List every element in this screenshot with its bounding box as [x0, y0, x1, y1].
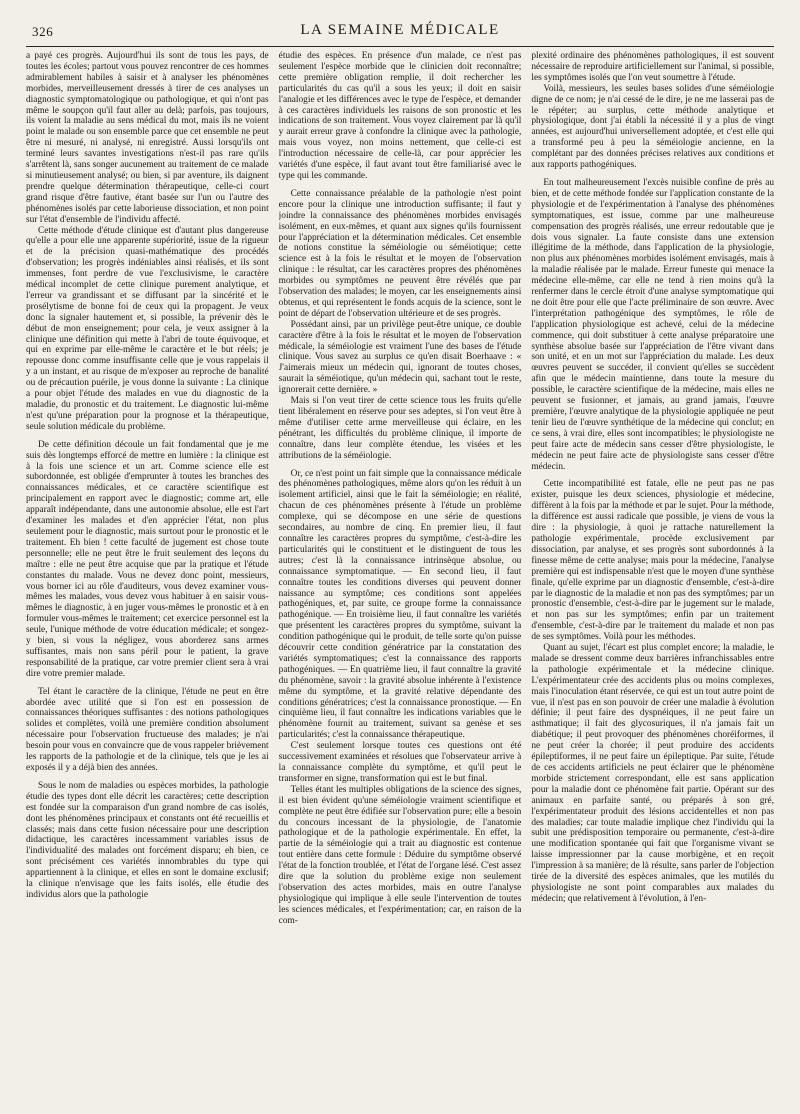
paragraph: C'est seulement lorsque toutes ces questions ont été successivement examinées et résolues que l'observateur arrive à la connaissance complète du symptôme, et qu'il peut le transformer en signe, transformation qui est le but final. [278, 741, 522, 784]
paragraph: En tout malheureusement l'excès nuisible confine de près au bien, et de cette méthode fondée sur l'application constante de la physiologie et de l'expérimentation à l'analyse des phénomènes symptomatiques, est issue, comme par une malheureuse compensation des progrès réalisés, une erreur redoutable que je dois vous signaler. La faute consiste dans une extension illégitime de la méthode, dans l'application de la physiologie, non plus aux phénomènes morbides isolément envisagés, mais à la maladie réalisée par le malade. Erreur funeste qui menace la médecine elle-même, car elle ne tend à rien moins qu'à la renfermer dans le cercle étroit d'une analyse symptomatique qui ne doit être pour elle que l'acte préliminaire de son œuvre. Avec l'interprétation pathogénique des symptômes, le rôle de l'application physiologique est achevé, celui de la médecine commence, qui doit substituer à cette analyse préparatoire une synthèse absolue basée sur l'appréciation de l'être vivant dans son unité, et en un mot sur l'appréciation du malade. Les deux œuvres peuvent se succéder, il convient qu'elles se succèdent afin que le médecin maintienne, dans toute la mesure du possible, le caractère scientifique de la médecine, mais elles ne peuvent se fusionner, et jamais, au grand jamais, l'œuvre première, l'œuvre analytique de la physiologie appliquée ne peut tenir lieu de l'œuvre synthétique de la médecine qui conclut; en ce sens, à vrai dire, elles sont incompatibles; le physiologiste ne peut faire acte de médecin sans cesser d'être physiologiste, le médecin ne peut faire acte de physiologiste sans cesser d'être médecin. [531, 177, 774, 472]
paragraph: Possédant ainsi, par un privilège peut-être unique, ce double caractère d'être à la fois le résultat et le moyen de l'observation médicale, la séméiologie est vraiment l'une des bases de l'étude clinique. Vous savez au surplus ce qu'en disait Boerhaave : « J'aimerais mieux un médecin qui, ignorant de toutes choses, saurait la séméiotique, qu'un médecin qui, sachant tout le reste, ignorerait cette dernière. » [278, 319, 522, 396]
paragraph: Cette connaissance préalable de la pathologie n'est point encore pour la clinique une introduction suffisante; il faut y joindre la connaissance des phénomènes morbides envisagés isolément, en eux-mêmes, et quant aux signes qu'ils fournissent pour l'appréciation et la détermination médicales. Cet ensemble de notions constitue la séméiologie ou séméiotique; cette science est à la fois le résultat et le moyen de l'observation clinique : le résultat, car les caractères propres des phénomènes morbides ou symptômes ne peuvent être révélés que par l'observation des malades; le moyen, car les enseignements ainsi obtenus, et qui représentent le fonds acquis de la science, sont le point de départ de l'observation ultérieure et de ses progrès. [278, 188, 522, 319]
text-columns [26, 51, 774, 1105]
paragraph: Quant au sujet, l'écart est plus complet encore; la maladie, le malade se dressent comme deux barrières infranchissables entre la pathologie expérimentale et la médecine clinique. L'expérimentateur crée des accidents plus ou moins complexes, mais l'inoculation étant réservée, ce qui est un tout autre point de vue, il n'est pas en son pouvoir de créer une maladie à évolution définie; il peut faire des dyspnéiques, il ne peut faire un asthmatique; il fait des glycosuriques, il n'a jamais fait un diabétique; il peut provoquer des phénomènes choréiformes, il ne peut créer la chorée; il peut produire des accidents épileptiformes, il ne peut faire un épileptique. Par suite, l'étude de ces accidents artificiels ne peut éclairer que le phénomène morbide strictement correspondant, elle est sans application pour la maladie dont ce phénomène fait partie. Opérant sur des animaux en parfaite santé, ou préparés à son gré, l'expérimentateur produit des lésions accidentelles et non pas des maladies; car toute maladie implique chez l'individu qui la subit une prédisposition temporaire ou permanente, c'est-à-dire une modification spontanée qui fait que l'organisme vivant se laisse impressionner par la cause morbigène, et en reçoit l'impression à sa manière; de là résulte, sans parler de l'objection tirée de la diversité des espèces animales, que les mutilés du physiologiste ne sont point comparables aux malades du médecin; que relativement à l'évolution, à l'en- [531, 643, 774, 904]
paragraph: Cette méthode d'étude clinique est d'autant plus dangereuse qu'elle a pour elle une apparente supériorité, issue de la rigueur et de la précision quasi-mathématique des procédés d'observation; les progrès indéniables ainsi réalisés, et ils sont immenses, font perdre de vue l'exclusivisme, le caractère médical incomplet de cette clinique purement analytique, et l'erreur va grandissant et se diffusant par la sincérité et le prosélytisme de bonne foi de ceux qui la propagent. Je veux donc la signaler hautement et, si possible, la prévenir dès le début de mon enseignement; pour cela, je veux assigner à la clinique une définition qui mette à l'abri de toute équivoque, et qui en exprime par elle-même le caractère et le but réels; je repousse donc comme insuffisante celle que je vous rappelais il y a un instant, et au risque de m'exposer au reproche de banalité ou de précaution puérile, je vous donne la suivante : La clinique a pour objet l'étude des malades en vue du diagnostic de la maladie, du pronostic et du traitement. Le diagnostic lui-même n'est qu'une préparation pour la prognose et la thérapeutique, seule solution médicale du problème. [26, 225, 269, 432]
column-middle [279, 51, 522, 1105]
paragraph: Mais si l'on veut tirer de cette science tous les fruits qu'elle tient libéralement en réserve pour ses adeptes, si l'on veut être à même d'utiliser cette arme merveilleuse qui éclaire, en les pénétrant, les difficultés du problème clinique, il importe de connaître, dans leur complète étendue, les visées et les attributions de la séméiologie. [278, 396, 522, 461]
column-left [26, 51, 269, 1105]
paragraph: Or, ce n'est point un fait simple que la connaissance médicale des phénomènes pathologiques, même alors qu'on les réduit à un isolement artificiel, ainsi que le fait la séméiologie; en réalité, chacun de ces phénomènes présente à l'étude un problème complexe, qui se décompose en une série de questions secondaires, au nombre de cinq. En premier lieu, il faut connaître les caractères propres du symptôme, c'est-à-dire les particularités qui le constituent et le distinguent de tous les autres; c'est là la connaissance intrinsèque absolue, ou connaissance symptomatique. — En second lieu, il faut connaître toutes les conditions diverses qui peuvent donner naissance au symptôme; ces conditions sont appelées pathogéniques, et, par suite, ce groupe forme la connaissance pathogénique. — En troisième lieu, il faut connaître les variétés que présentent les caractères propres du symptôme, suivant la condition pathogénique qui le produit, de telle sorte qu'on puisse découvrir cette condition génératrice par la constatation des variétés symptomatiques; c'est la connaissance des rapports pathogéniques. — En quatrième lieu, il faut connaître la gravité du phénomène, savoir : la gravité absolue inhérente à l'existence même du symptôme, et la gravité relative dépendante des conditions génératrices; c'est la connaissance pronostique. — En cinquième lieu, il faut connaître les indications variables que le phénomène fournit au traitement, suivant sa genèse et ses particularités; c'est la connaissance thérapeutique. [278, 468, 522, 741]
paragraph: Sous le nom de maladies ou espèces morbides, la pathologie étudie des types dont elle décrit les caractères; cette description est fondée sur la comparaison d'un grand nombre de cas isolés, dont les phénomènes principaux et constants ont été recueillis et classés; mais dans cette fusion nécessaire pour une description didactique, les caractères incessamment variables issus de l'individualité des malades ont forcément disparu; eh bien, ce sont précisément ces variétés innombrables du type qui appartiennent à la clinique, et elles en sont le domaine exclusif; la clinique n'envisage que les faits isolés, elle étudie des individus alors que la pathologie [26, 780, 269, 900]
paragraph: De cette définition découle un fait fondamental que je me suis dès longtemps efforcé de mettre en lumière : la clinique est à la fois une science et un art. Comme science elle est subordonnée, est obligée d'emprunter à toutes les branches des connaissances médicales, et ce caractère scientifique est principalement en rapport avec le diagnostic; comme art, elle apparaît indépendante, dans une autonomie absolue, elle est l'art d'examiner les malades et d'en apprécier l'état, non plus seulement pour le diagnostic, mais surtout pour le pronostic et le traitement. Eh bien ! cette faculté de jugement est chose toute personnelle; elle ne peut être le fruit seulement des leçons du maître : elle ne peut être acquise que par la pratique et l'étude constantes du malade. Vous ne devez donc point, messieurs, vous borner ici au rôle d'auditeurs, vous devez examiner vous-mêmes les malades, vous devez vous habituer à en saisir vous-mêmes le diagnostic, à en juger vous-mêmes le pronostic et à en formuler vous-mêmes le traitement; cet exercice personnel est la seule, l'unique méthode de votre éducation médicale; et songez-y bien, si vous la négligez, vous aborderez sans armes suffisantes, mais non sans péril pour le patient, la grave responsabilité de la pratique, car votre premier client sera à vrai dire votre premier malade. [26, 439, 269, 679]
header-rule [26, 46, 774, 47]
paragraph: Telles étant les multiples obligations de la science des signes, il est bien évident qu'une séméiologie vraiment scientifique et complète ne peut être édifiée sur l'observation pure; elle a besoin du concours incessant de la physiologie, de l'anatomie pathologique et de la pathologie expérimentale. En effet, la partie de la séméiologie qui a trait au diagnostic est contenue tout entière dans cette formule : Déduire du symptôme observé l'état de la fonction troublée, et l'état de l'organe lésé. C'est assez dire que la solution du problème exige non seulement l'observation des actes morbides, mais en outre l'analyse physiologique qui implique à elle seule l'intervention de toutes les sciences médicales, et l'expérimentation; car, en raison de la com- [278, 784, 522, 926]
paragraph: a payé ces progrès. Aujourd'hui ils sont de tous les pays, de toutes les écoles; partout vous pouvez rencontrer de ces hommes admirablement habiles à saisir et à analyser les phénomènes morbides, merveilleusement dressés à tirer de ces analyses un diagnostic symptomatologique ou pathologique, et qui n'ont pas même le soupçon qu'il faut aller au delà; parfois, pas toujours, ils voient la maladie au sens médical du mot, mais ils ne voient point le malade ou son ensemble parce que cet ensemble ne peut être ni mesuré, ni analysé, ni enregistré. Aussi lorsqu'ils ont terminé leurs savantes investigations n'est-il pas rare qu'ils s'arrêtent là, sans songer aucunement au traitement de ce malade si minutieusement analysé; ou bien, si par aventure, ils daignent prendre quelque détermination thérapeutique, celle-ci court grand risque d'être fautive, étant basée sur l'un ou l'autre des phénomènes isolés par cette laborieuse dissociation, et non point sur l'état d'ensemble de l'individu affecté. [26, 51, 269, 225]
paragraph: plexité ordinaire des phénomènes pathologiques, il est souvent nécessaire de reproduire artificiellement sur l'animal, si possible, les symptômes isolés que l'on veut soumettre à l'étude. [531, 51, 774, 83]
paragraph: Voilà, messieurs, les seules bases solides d'une séméiologie digne de ce nom; je n'ai cessé de le dire, je ne me lasserai pas de le répéter; au surplus, cette méthode analytique et physiologique, dont j'ai établi la nécessité il y a plus de vingt années, est aujourd'hui universellement adoptée, et c'est elle qui a transformé peu à peu la séméiologie ancienne, en la complétant par des données précises relatives aux conditions et aux rapports pathogéniques. [531, 83, 774, 171]
paragraph: Tel étant le caractère de la clinique, l'étude ne peut en être abordée avec utilité que si l'on est en possession de connaissances théoriques suffisantes : des notions pathologiques solides et complètes, voilà une première condition absolument nécessaire pour l'observation fructueuse des malades; je n'ai besoin pour vous en convaincre que de vous rappeler brièvement les rapports de la pathologie et de la clinique, tels que je les ai exposés il y a déjà bien des années. [26, 686, 269, 773]
column-right [531, 51, 774, 1105]
page-header [26, 20, 774, 42]
running-title: LA SEMAINE MÉDICALE [300, 22, 500, 38]
paragraph: Cette incompatibilité est fatale, elle ne peut pas ne pas exister, puisque les deux sciences, physiologie et médecine, diffèrent à la fois par la méthode et par le sujet. Pour la méthode, la différence est aussi radicale que possible, je viens de vous la dire : la physiologie, à quoi je rattache naturellement la pathologie expérimentale, procède exclusivement par dissociation, par analyse, et ses progrès sont subordonnés à la finesse même de cette analyse; mais pour la médecine, l'analyse première qui est indispensable n'est que le moyen d'une synthèse finale, qu'elle exprime par un diagnostic d'ensemble, c'est-à-dire par le diagnostic de la maladie et non pas des symptômes; par un pronostic d'ensemble, c'est-à-dire par le jugement sur le malade, et non pas sur les symptômes; enfin par un traitement d'ensemble, c'est-à-dire par le traitement du malade et non pas de ses symptômes. Voilà pour les méthodes. [531, 479, 774, 643]
page-number: 326 [32, 24, 54, 39]
paragraph: étudie des espèces. En présence d'un malade, ce n'est pas seulement l'espèce morbide que le clinicien doit reconnaître; cette première obligation remplie, il doit rechercher les particularités du cas qu'il a sous les yeux; il doit en saisir l'analogie et les différences avec le type de l'espèce, et demander à ces caractères individuels les raisons de son pronostic et les indications de son traitement. Vous voyez clairement par là qu'il y aurait erreur grave à confondre la clinique avec la pathologie, mais vous voyez, non moins nettement, que celle-ci est l'introduction nécessaire de celle-là, car pour apprécier les variétés d'une espèce, il faut avant tout être familiarisé avec le type qui les commande. [278, 51, 522, 181]
